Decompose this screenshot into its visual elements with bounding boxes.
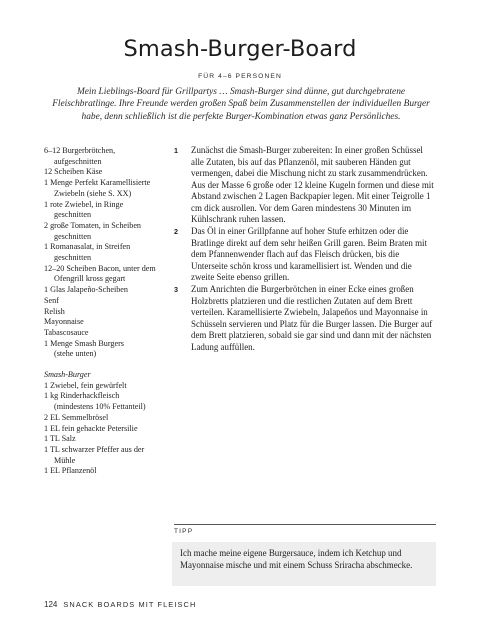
ingredient-item: 12–20 Scheiben Bacon, unter dem Ofengrill kross gegart	[44, 263, 156, 284]
servings-label: FÜR 4–6 PERSONEN	[198, 73, 282, 80]
tip-label: TIPP	[174, 528, 194, 535]
step-number: 1	[174, 146, 178, 155]
ingredient-item: 1 Glas Jalapeño-Scheiben	[44, 285, 128, 295]
ingredient-item: 1 EL fein gehackte Petersilie	[44, 423, 138, 433]
ingredient-item: 2 große Tomaten, in Scheiben geschnitten	[44, 220, 141, 241]
ingredient-item: 1 TL Salz	[44, 434, 76, 444]
ingredient-list	[44, 146, 164, 360]
ingredient-item: Relish	[44, 306, 65, 316]
ingredient-item: Mayonnaise	[44, 317, 84, 327]
ingredient-item: 12 Scheiben Käse	[44, 167, 103, 177]
ingredient-item: 1 rote Zwiebel, in Ringe geschnitten	[44, 199, 124, 220]
ingredient-item: 1 kg Rinderhackfleisch (mindestens 10% Fettanteil)	[44, 391, 146, 412]
ingredient-item: 1 TL schwarzer Pfeffer aus der Mühle	[44, 444, 145, 465]
ingredient-item: 6–12 Burgerbrötchen, aufgeschnitten	[44, 146, 116, 166]
step-item	[174, 226, 436, 284]
tip-divider	[174, 524, 436, 525]
step-number: 2	[174, 227, 178, 236]
ingredient-item: 1 Zwiebel, fein gewürfelt	[44, 380, 127, 390]
recipe-intro: Mein Lieblings-Board für Grillpartys … Smash-Burger sind dünne, gut durchgebratene Fleischbratlinge. Ihre Freunde werden großen Spaß beim Zusammenstellen der individuellen Burger habe, denn schließlich ist die perfekte Burger-Kombination etwas ganz Persönliches.	[52, 87, 430, 122]
page-number: 124	[44, 600, 58, 609]
ingredient-item: 1 Menge Perfekt Karamellisierte Zwiebeln (siehe S. XX)	[44, 178, 151, 198]
step-item	[174, 284, 436, 353]
step-text: Das Öl in einer Grillpfanne auf hoher Stufe erhitzen oder die Bratlinge direkt auf dem sehr heißen Grill garen. Beim Braten mit dem Pfannenwender flach auf das Fleisch drücken, bis die Unterseite schön kross und karamellisiert ist. Wenden und die zweite Seite ebenso grillen.	[191, 226, 428, 282]
method-steps	[174, 145, 436, 354]
step-text: Zum Anrichten die Burgerbrötchen in einer Ecke eines großen Holzbretts platzieren und die restlichen Zutaten auf dem Brett verteilen. Karamellisierte Zwiebeln, Jalapeños und Mayonnaise in Schüsseln servieren und Platz für die Burger lassen. Die Burger auf dem Brett platzieren, sobald sie gar sind und dann mit der nächsten Ladung auffüllen.	[191, 284, 433, 352]
ingredient-item: Tabascosauce	[44, 327, 89, 337]
smash-burger-ingredient-list	[44, 370, 164, 477]
step-text: Zunächst die Smash-Burger zubereiten: In einer großen Schüssel alle Zutaten, bis auf das Pflanzenöl, mit sauberen Händen gut vermengen, dabei die Mischung nicht zu stark zusammendrücken. Aus der Masse 6 große oder 12 kleine Kugeln formen und diese mit Abstand zwischen 2 Lagen Backpapier legen. Mit einer Teigrolle 1 cm dick ausrollen. Vor dem Garen mindestens 30 Minuten im Kühlschrank ruhen lassen.	[191, 145, 434, 224]
ingredient-item: Senf	[44, 295, 59, 305]
ingredient-item: 1 Romanasalat, in Streifen geschnitten	[44, 242, 131, 263]
ingredient-item: 2 EL Semmelbrösel	[44, 412, 109, 422]
section-title: SNACK BOARDS MIT FLEISCH	[63, 600, 197, 609]
step-number: 3	[174, 285, 178, 294]
page-footer	[44, 600, 196, 609]
recipe-title: Smash-Burger-Board	[123, 36, 357, 62]
tip-text: Ich mache meine eigene Burgersauce, indem ich Ketchup und Mayonnaise mische und mit einem Schuss Sriracha abschmecke.	[180, 548, 413, 570]
ingredient-item: 1 EL Pflanzenöl	[44, 466, 97, 476]
ingredient-item: 1 Menge Smash Burgers (stehe unten)	[44, 338, 124, 359]
subrecipe-heading: Smash-Burger	[44, 370, 91, 379]
step-item	[174, 145, 436, 226]
